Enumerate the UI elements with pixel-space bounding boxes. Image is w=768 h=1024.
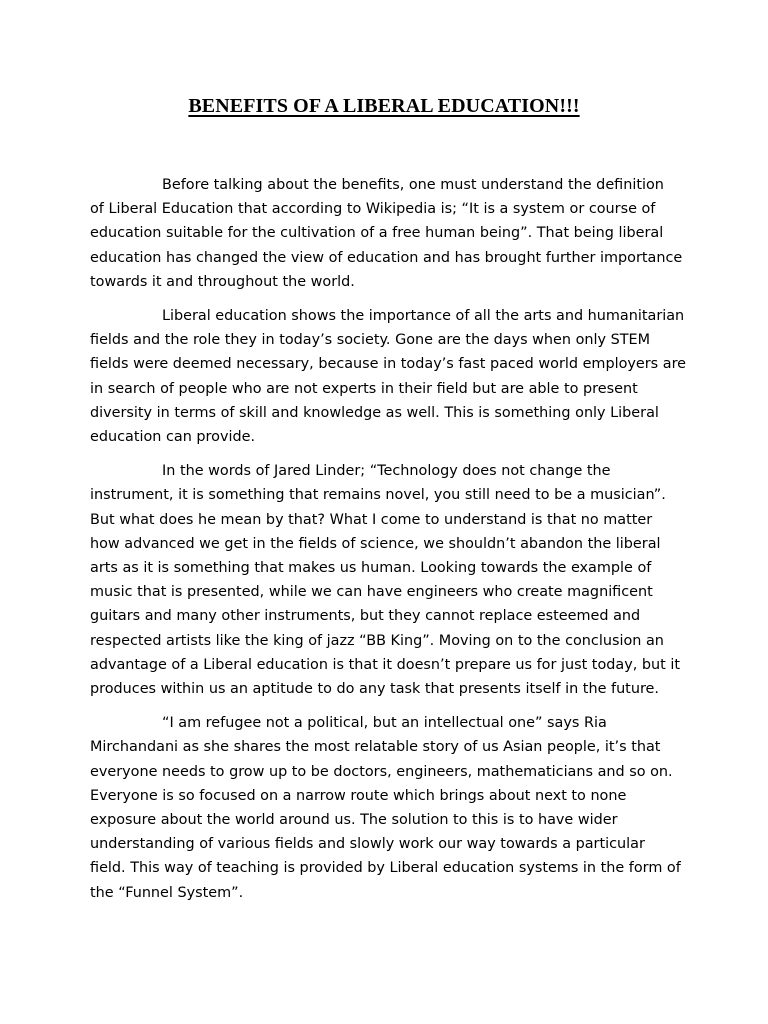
paragraph-line: produces within us an aptitude to do any task that presents itself in the future. [90, 681, 659, 698]
paragraph-line: everyone needs to grow up to be doctors, engineers, mathematicians and so on. [90, 763, 673, 780]
paragraph-line: education suitable for the cultivation of a free human being”. That being liberal [90, 225, 664, 242]
paragraph-line: But what does he mean by that? What I come to understand is that no matter [90, 511, 653, 528]
paragraph [90, 304, 687, 449]
paragraph-line: In the words of Jared Linder; “Technology does not change the [162, 463, 611, 480]
paragraph-line: “I am refugee not a political, but an intellectual one” says Ria [162, 715, 607, 732]
paragraph [90, 173, 682, 294]
paragraph-line: field. This way of teaching is provided by Liberal education systems in the form of [90, 860, 681, 877]
document-title [0, 95, 768, 118]
paragraph-line: how advanced we get in the fields of science, we shouldn’t abandon the liberal [90, 535, 661, 552]
paragraph-line: understanding of various fields and slowly work our way towards a particular [90, 836, 645, 853]
paragraph-line: in search of people who are not experts in their field but are able to present [90, 380, 638, 397]
paragraph-line: fields and the role they in today’s society. Gone are the days when only STEM [90, 332, 651, 349]
paragraph-line: music that is presented, while we can have engineers who create magnificent [90, 584, 653, 601]
document-body [90, 173, 687, 915]
paragraph-line: education has changed the view of education and has brought further importance [90, 249, 683, 266]
paragraph [90, 459, 682, 701]
paragraph-line: advantage of a Liberal education is that it doesn’t prepare us for just today, but it [90, 656, 680, 673]
document-title-text: BENEFITS OF A LIBERAL EDUCATION!!! [188, 95, 580, 117]
paragraph [90, 711, 682, 905]
paragraph-line: Liberal education shows the importance of all the arts and humanitarian [162, 308, 685, 325]
paragraph-line: instrument, it is something that remains novel, you still need to be a musician”. [90, 487, 666, 504]
paragraph-line: the “Funnel System”. [90, 884, 244, 901]
paragraph-line: guitars and many other instruments, but they cannot replace esteemed and [90, 608, 641, 625]
paragraph-line: towards it and throughout the world. [90, 273, 355, 290]
paragraph-line: Before talking about the benefits, one must understand the definition [162, 177, 664, 193]
paragraph-line: Everyone is so focused on a narrow route which brings about next to none [90, 787, 627, 804]
paragraph-line: arts as it is something that makes us human. Looking towards the example of [90, 560, 652, 577]
paragraph-line: of Liberal Education that according to Wikipedia is; “It is a system or course of [90, 201, 656, 218]
paragraph-line: education can provide. [90, 429, 256, 446]
paragraph-line: exposure about the world around us. The solution to this is to have wider [90, 812, 618, 829]
paragraph-line: diversity in terms of skill and knowledge as well. This is something only Liberal [90, 404, 659, 421]
paragraph-line: Mirchandani as she shares the most relatable story of us Asian people, it’s that [90, 739, 661, 756]
paragraph-line: respected artists like the king of jazz “BB King”. Moving on to the conclusion an [90, 632, 664, 649]
paragraph-line: fields were deemed necessary, because in today’s fast paced world employers are [90, 356, 687, 373]
